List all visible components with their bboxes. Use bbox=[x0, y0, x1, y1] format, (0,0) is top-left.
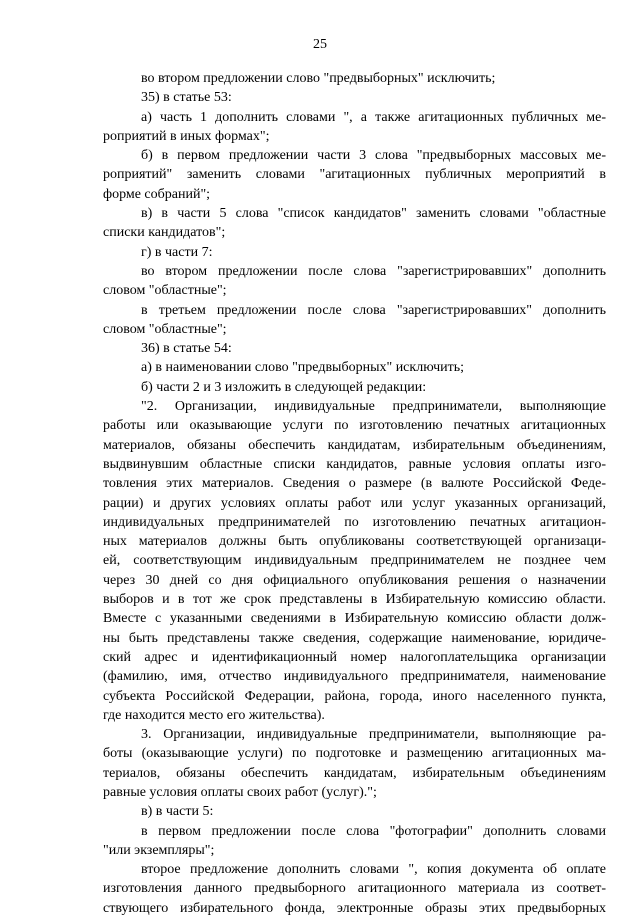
text-line: во втором предложении слово "предвыборных" исключить; bbox=[141, 71, 496, 86]
text-line: "2. Организации, индивидуальные предприниматели, выполняющие bbox=[141, 399, 606, 415]
text-line: а) часть 1 дополнить словами ", а также агитационных публичных ме- bbox=[141, 109, 606, 125]
text-line: второе предложение дополнить словами ", копия документа об оплате bbox=[141, 862, 606, 878]
text-line: в первом предложении после слова "фотографии" дополнить словами bbox=[141, 823, 606, 839]
text-line: б) части 2 и 3 изложить в следующей редакции: bbox=[141, 379, 427, 395]
text-line: материалов, обязаны обеспечить кандидатам, избирательным объединениям, bbox=[103, 437, 606, 453]
text-line: где находится место его жительства). bbox=[103, 707, 325, 723]
text-line: товления этих материалов. Сведения о размере (в валюте Российской Феде- bbox=[103, 476, 606, 492]
text-line: через 30 дней со дня официального опубликования решения о назначении bbox=[103, 572, 606, 588]
text-line: выборов и в тот же срок представлены в Избирательную комиссию области. bbox=[103, 592, 606, 608]
text-line: 3. Организации, индивидуальные предприниматели, выполняющие ра- bbox=[141, 727, 606, 743]
text-line: Вместе с указанными сведениями в Избирательную комиссию области долж- bbox=[103, 611, 606, 627]
text-line: (фамилию, имя, отчество индивидуального предпринимателя, наименование bbox=[103, 669, 606, 685]
text-line: ствующего избирательного фонда, электронные образы этих предвыборных bbox=[103, 900, 606, 916]
document-body bbox=[103, 69, 606, 918]
text-line: выдвинувшим областные списки кандидатов, равные условия оплаты изго- bbox=[103, 456, 606, 472]
text-line: ский адрес и идентификационный номер налогоплательщика организации bbox=[103, 649, 606, 665]
page-number: 25 bbox=[313, 37, 327, 52]
text-line: в) в части 5: bbox=[141, 804, 214, 820]
text-line: б) в первом предложении части 3 слова "предвыборных массовых ме- bbox=[141, 148, 606, 164]
text-line: субъекта Российской Федерации, района, города, иного населенного пункта, bbox=[103, 688, 606, 704]
text-line: роприятий в иных формах"; bbox=[103, 128, 270, 144]
text-line: словом "областные"; bbox=[103, 321, 227, 337]
text-line: рации) и других условиях оплаты работ или услуг указанных организаций, bbox=[103, 495, 606, 511]
text-line: роприятий" заменить словами "агитационных публичных мероприятий в bbox=[103, 167, 606, 183]
text-line: во втором предложении после слова "зарегистрировавших" дополнить bbox=[141, 263, 606, 279]
text-line: изготовления данного предвыборного агитационного материала из соответ- bbox=[103, 881, 606, 897]
text-line: 36) в статье 54: bbox=[141, 341, 232, 357]
text-line: форме собраний"; bbox=[103, 186, 211, 202]
text-line: равные условия оплаты своих работ (услуг)."; bbox=[103, 784, 377, 800]
text-line: индивидуальных предпринимателей по изготовлению печатных агитацион- bbox=[103, 514, 606, 530]
text-line: работы или оказывающие услуги по изготовлению печатных агитационных bbox=[103, 418, 606, 434]
text-line: ных материалов должны быть опубликованы соответствующей организаци- bbox=[103, 534, 606, 550]
text-line: в третьем предложении после слова "зарегистрировавших" дополнить bbox=[141, 302, 606, 318]
text-line: словом "областные"; bbox=[103, 283, 227, 299]
text-line: териалов, обязаны обеспечить кандидатам, избирательным объединениям bbox=[103, 765, 606, 781]
text-line: боты (оказывающие услуги) по подготовке и размещению агитационных ма- bbox=[103, 746, 606, 762]
text-line: г) в части 7: bbox=[141, 244, 213, 260]
text-line: а) в наименовании слово "предвыборных" исключить; bbox=[141, 360, 465, 376]
text-line: ны быть представлены также сведения, содержащие наименование, юридиче- bbox=[103, 630, 606, 646]
text-line: в) в части 5 слова "список кандидатов" заменить словами "областные bbox=[141, 206, 606, 222]
text-line: ей, соответствующим индивидуальным предпринимателем не позднее чем bbox=[103, 553, 606, 569]
text-line: "или экземпляры"; bbox=[103, 842, 215, 858]
text-line: списки кандидатов"; bbox=[103, 225, 226, 241]
text-line: 35) в статье 53: bbox=[141, 90, 232, 106]
